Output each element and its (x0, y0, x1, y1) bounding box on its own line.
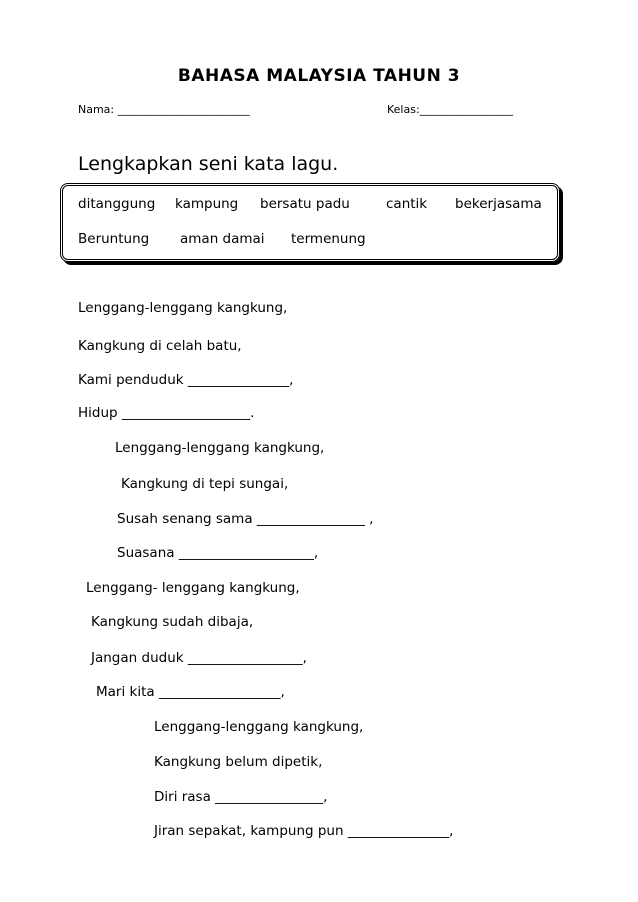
lyric-line: Susah senang sama ________________ , (117, 511, 374, 527)
lyric-line: Diri rasa ________________, (154, 789, 328, 805)
lyric-line: Lenggang- lenggang kangkung, (86, 580, 300, 596)
class-field-label: Kelas:_________________ (387, 103, 514, 116)
word-bank-item: ditanggung (78, 196, 156, 212)
word-bank-item: bersatu padu (260, 196, 350, 212)
word-bank-item: kampung (175, 196, 239, 212)
word-bank-item: termenung (291, 231, 366, 247)
lyric-line: Kangkung belum dipetik, (154, 754, 323, 770)
word-bank-item: cantik (386, 196, 428, 212)
lyric-line: Jangan duduk _________________, (91, 650, 307, 666)
lyric-line: Kangkung sudah dibaja, (91, 614, 254, 630)
lyric-line: Mari kita __________________, (96, 684, 285, 700)
word-bank-item: Beruntung (78, 231, 150, 247)
lyric-line: Lenggang-lenggang kangkung, (78, 300, 288, 316)
lyric-line: Lenggang-lenggang kangkung, (115, 440, 325, 456)
lyric-line: Kami penduduk _______________, (78, 372, 294, 388)
lyric-line: Kangkung di tepi sungai, (121, 476, 289, 492)
word-bank-box (60, 183, 560, 262)
lyric-line: Hidup ___________________. (78, 405, 255, 421)
lyric-line: Suasana ____________________, (117, 545, 319, 561)
lyric-line: Lenggang-lenggang kangkung, (154, 719, 364, 735)
instruction-text: Lengkapkan seni kata lagu. (78, 153, 339, 175)
name-field-label: Nama: ________________________ (78, 103, 250, 116)
worksheet-title: BAHASA MALAYSIA TAHUN 3 (177, 66, 461, 86)
lyric-line: Jiran sepakat, kampung pun _______________, (154, 823, 454, 839)
word-bank-item: bekerjasama (455, 196, 542, 212)
lyric-line: Kangkung di celah batu, (78, 338, 242, 354)
word-bank-item: aman damai (180, 231, 265, 247)
